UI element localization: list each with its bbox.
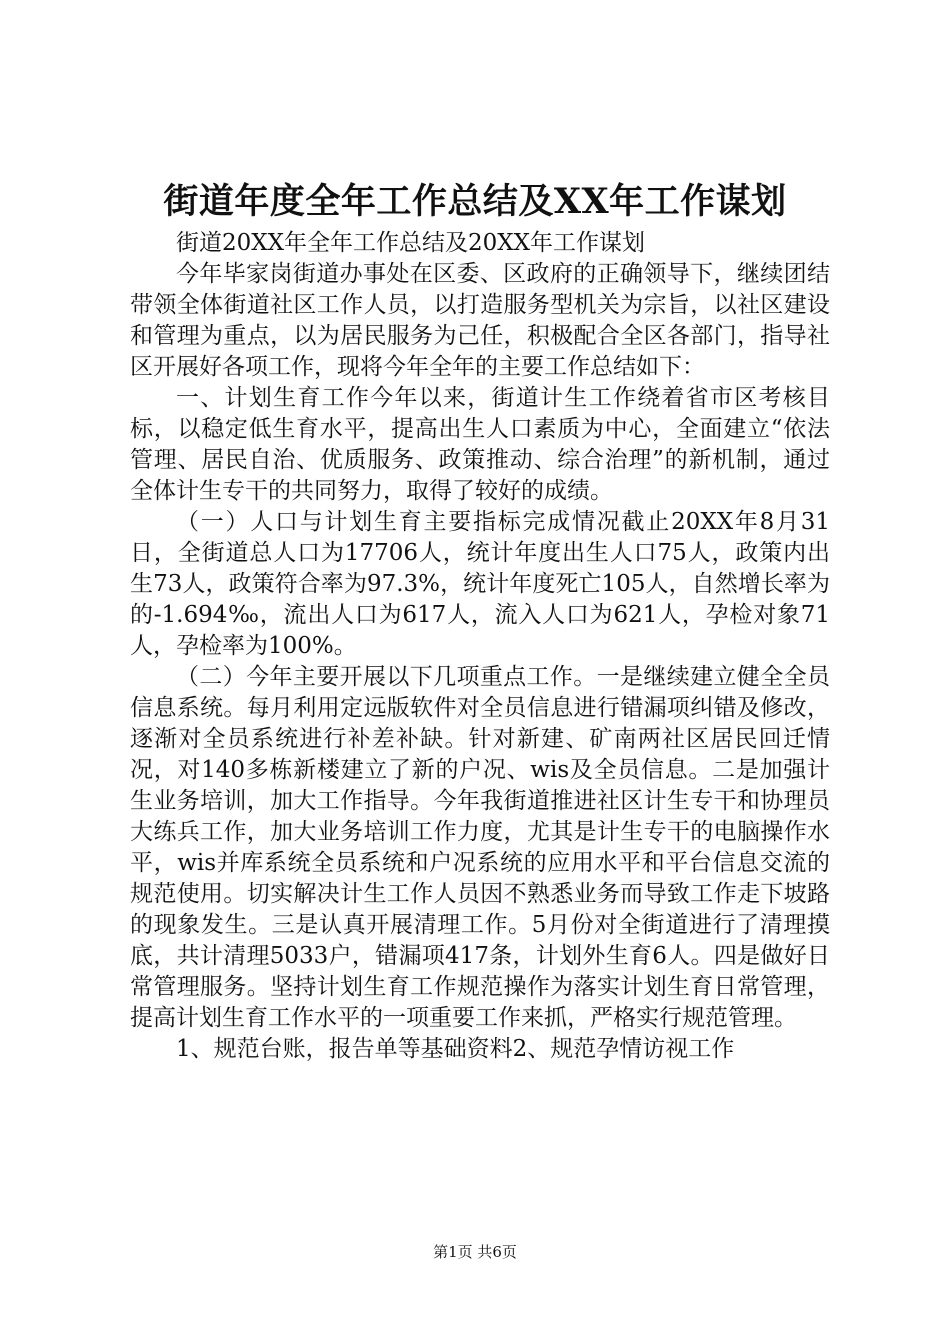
paragraph-family-planning: 一、计划生育工作今年以来，街道计生工作绕着省市区考核目标，以稳定低生育水平，提高出生人口素质为中心，全面建立“依法管理、居民自治、优质服务、政策推动、综合治理”的新机制，通过全体计生专干的共同努力，取得了较好的成绩。	[130, 385, 830, 504]
document-body	[130, 228, 830, 1065]
page-number: 第1页 共6页	[433, 1243, 517, 1261]
paragraph-key-work: （二）今年主要开展以下几项重点工作。一是继续建立健全全员信息系统。每月利用定远版软件对全员信息进行错漏项纠错及修改，逐渐对全员系统进行补差补缺。针对新建、矿南两社区居民回迁情况，对140多栋新楼建立了新的户况、wis及全员信息。二是加强计生业务培训，加大工作指导。今年我街道推进社区计生专干和协理员大练兵工作，加大业务培训工作力度，尤其是计生专干的电脑操作水平，wis并库系统全员系统和户况系统的应用水平和平台信息交流的规范使用。切实解决计生工作人员因不熟悉业务而导致工作走下坡路的现象发生。三是认真开展清理工作。5月份对全街道进行了清理摸底，共计清理5033户，错漏项417条，计划外生育6人。四是做好日常管理服务。坚持计划生育工作规范操作为落实计划生育日常管理，提高计划生育工作水平的一项重要工作来抓，严格实行规范管理。	[130, 664, 830, 1031]
document-title: 街道年度全年工作总结及XX年工作谋划	[163, 181, 787, 222]
paragraph-indicators: （一）人口与计划生育主要指标完成情况截止20XX年8月31日，全街道总人口为17706人，统计年度出生人口75人，政策内出生73人，政策符合率为97.3%，统计年度死亡105人，自然增长率为的-1.694‰，流出人口为617人，流入人口为621人，孕检对象71人，孕检率为100%。	[130, 509, 830, 659]
paragraph-list-items: 1、规范台账，报告单等基础资料2、规范孕情访视工作	[176, 1036, 735, 1062]
document-subtitle: 街道20XX年全年工作总结及20XX年工作谋划	[176, 230, 646, 256]
paragraph-intro: 今年毕家岗街道办事处在区委、区政府的正确领导下，继续团结带领全体街道社区工作人员，以打造服务型机关为宗旨，以社区建设和管理为重点，以为居民服务为己任，积极配合全区各部门，指导社区开展好各项工作，现将今年全年的主要工作总结如下：	[130, 261, 830, 380]
